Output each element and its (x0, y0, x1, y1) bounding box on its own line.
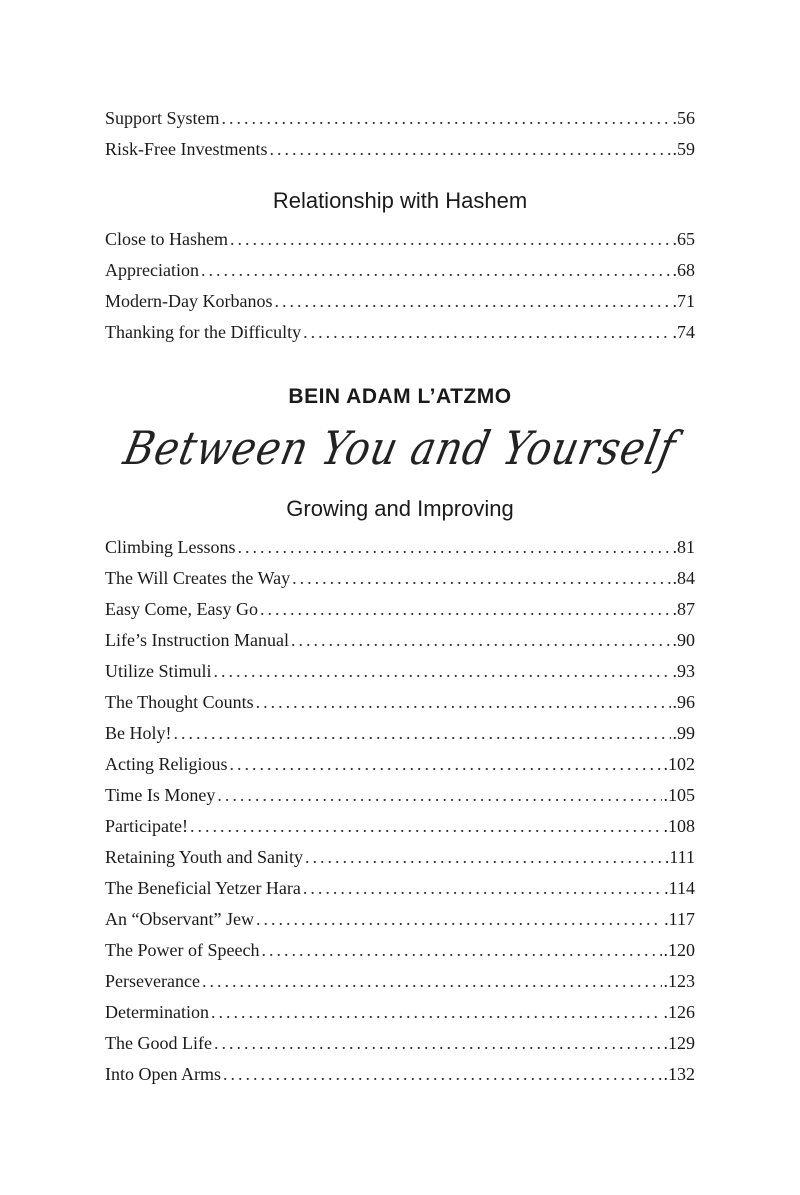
toc-entry-page-number: .68 (672, 260, 695, 280)
toc-dot-leader (217, 780, 661, 811)
toc-entry-title: Support System (105, 108, 220, 128)
toc-entry[interactable] (105, 1028, 695, 1059)
toc-entry-title: Determination (105, 1002, 209, 1022)
part-script-subtitle: Between You and Yourself (119, 422, 681, 476)
section-heading-relationship: Relationship with Hashem (272, 188, 528, 213)
toc-entry-title: Risk-Free Investments (105, 139, 268, 159)
toc-dot-leader (202, 966, 662, 997)
toc-entry[interactable] (105, 966, 695, 997)
toc-entry-page-number: .96 (672, 692, 695, 712)
toc-entry-page-number: .87 (672, 599, 695, 619)
part-heading: BEIN ADAM L’ATZMO (288, 385, 512, 408)
toc-entry-page-number: .74 (672, 322, 695, 342)
toc-entry-page-number: .71 (672, 291, 695, 311)
toc-dot-leader (222, 103, 671, 134)
toc-entry[interactable] (105, 656, 695, 687)
toc-entry-page-number: .126 (663, 1002, 695, 1022)
toc-entry[interactable] (105, 749, 695, 780)
toc-dot-leader (305, 842, 663, 873)
toc-entry[interactable] (105, 563, 695, 594)
toc-entry-title: The Beneficial Yetzer Hara (105, 878, 301, 898)
toc-entry-title: Be Holy! (105, 723, 172, 743)
toc-dot-leader (303, 873, 662, 904)
toc-entry-page-number: .93 (672, 661, 695, 681)
toc-entry[interactable] (105, 224, 695, 255)
toc-dot-leader (256, 904, 662, 935)
toc-entry-page-number: .117 (664, 909, 695, 929)
section-heading-growing: Growing and Improving (286, 496, 514, 521)
toc-top-entries (105, 103, 695, 165)
toc-entry[interactable] (105, 687, 695, 718)
toc-entry[interactable] (105, 594, 695, 625)
toc-dot-leader (303, 317, 670, 348)
toc-entry-title: Utilize Stimuli (105, 661, 212, 681)
toc-entry-title: Acting Religious (105, 754, 228, 774)
toc-entry-page-number: .84 (672, 568, 695, 588)
toc-entry-title: Appreciation (105, 260, 199, 280)
toc-entry-page-number: .132 (663, 1064, 695, 1084)
toc-entry[interactable] (105, 532, 695, 563)
toc-dot-leader (174, 718, 671, 749)
toc-entry-title: Life’s Instruction Manual (105, 630, 289, 650)
toc-dot-leader (214, 1028, 662, 1059)
toc-entry[interactable] (105, 1059, 695, 1090)
toc-entry-title: The Thought Counts (105, 692, 254, 712)
toc-dot-leader (230, 224, 671, 255)
toc-entry[interactable] (105, 718, 695, 749)
toc-entry-title: An “Observant” Jew (105, 909, 254, 929)
toc-entry[interactable] (105, 134, 695, 165)
toc-entry[interactable] (105, 935, 695, 966)
toc-entry[interactable] (105, 904, 695, 935)
toc-entry-page-number: .65 (672, 229, 695, 249)
toc-relationship-entries (105, 224, 695, 348)
toc-entry-title: Modern-Day Korbanos (105, 291, 273, 311)
toc-dot-leader (292, 563, 670, 594)
toc-entry-page-number: .90 (672, 630, 695, 650)
toc-entry[interactable] (105, 780, 695, 811)
toc-entry[interactable] (105, 625, 695, 656)
toc-entry-title: Climbing Lessons (105, 537, 236, 557)
toc-dot-leader (274, 286, 670, 317)
toc-entry[interactable] (105, 873, 695, 904)
toc-entry[interactable] (105, 842, 695, 873)
toc-entry-title: Perseverance (105, 971, 200, 991)
toc-entry-page-number: .120 (663, 940, 695, 960)
toc-entry-page-number: .123 (663, 971, 695, 991)
toc-dot-leader (291, 625, 671, 656)
toc-dot-leader (211, 997, 662, 1028)
toc-entry-page-number: .108 (663, 816, 695, 836)
toc-entry-page-number: .111 (664, 847, 695, 867)
toc-entry-page-number: .56 (672, 108, 695, 128)
toc-entry[interactable] (105, 103, 695, 134)
toc-entry-title: The Power of Speech (105, 940, 260, 960)
toc-entry-title: Easy Come, Easy Go (105, 599, 258, 619)
toc-entry-page-number: .129 (663, 1033, 695, 1053)
toc-entry[interactable] (105, 317, 695, 348)
toc-entry-title: The Good Life (105, 1033, 212, 1053)
toc-dot-leader (190, 811, 662, 842)
toc-entry-title: Time Is Money (105, 785, 216, 805)
toc-dot-leader (238, 532, 671, 563)
toc-entry-page-number: .114 (664, 878, 695, 898)
toc-entry-page-number: .81 (672, 537, 695, 557)
toc-entry-page-number: .102 (663, 754, 695, 774)
toc-growing-entries (105, 532, 695, 1090)
toc-entry[interactable] (105, 811, 695, 842)
toc-entry-page-number: .99 (672, 723, 695, 743)
toc-dot-leader (201, 255, 671, 286)
toc-entry[interactable] (105, 286, 695, 317)
toc-dot-leader (261, 935, 661, 966)
toc-dot-leader (214, 656, 671, 687)
toc-dot-leader (260, 594, 671, 625)
toc-entry-title: Thanking for the Difficulty (105, 322, 302, 342)
toc-entry-title: The Will Creates the Way (105, 568, 291, 588)
toc-dot-leader (269, 134, 670, 165)
toc-entry-title: Retaining Youth and Sanity (105, 847, 304, 867)
toc-dot-leader (223, 1059, 662, 1090)
toc-entry-page-number: .105 (663, 785, 695, 805)
toc-entry-page-number: .59 (672, 139, 695, 159)
toc-dot-leader (230, 749, 662, 780)
toc-entry[interactable] (105, 997, 695, 1028)
toc-entry-title: Close to Hashem (105, 229, 228, 249)
toc-dot-leader (256, 687, 671, 718)
toc-entry-title: Participate! (105, 816, 188, 836)
toc-entry[interactable] (105, 255, 695, 286)
toc-entry-title: Into Open Arms (105, 1064, 221, 1084)
